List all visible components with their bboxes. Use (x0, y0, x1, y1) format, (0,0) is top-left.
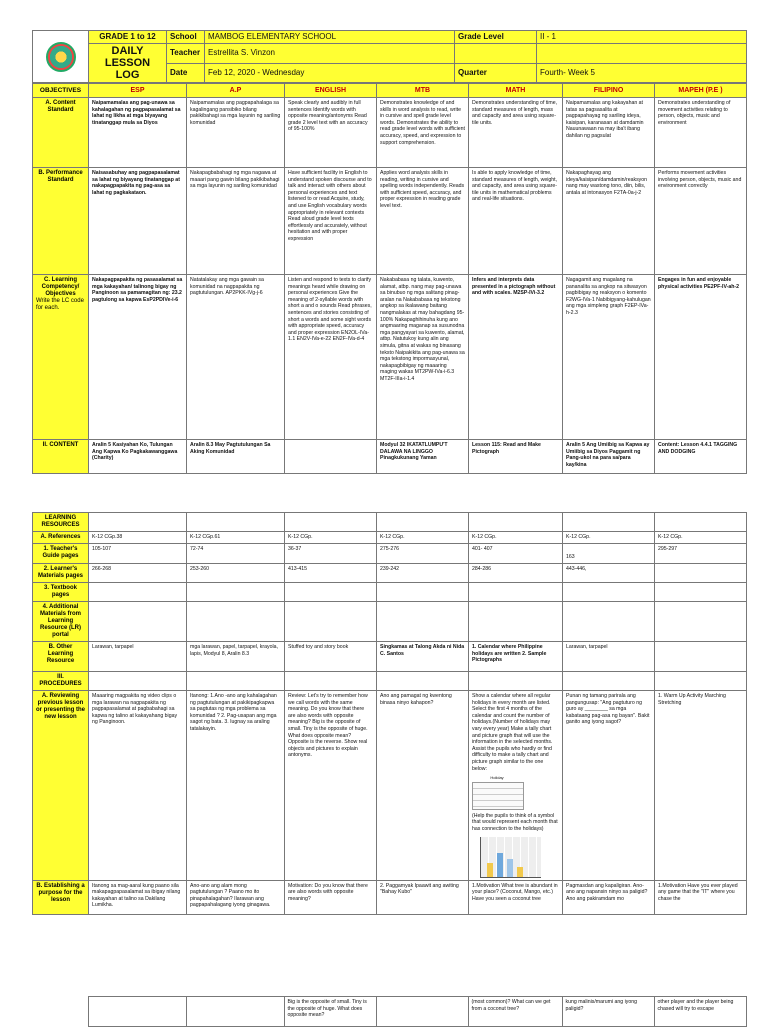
table-cell: kung malinis/marumi ang iyong paligid? (562, 997, 654, 1027)
table-cell: K-12 CGp. (655, 532, 747, 544)
table-cell: K-12 CGp. (285, 532, 377, 544)
table-cell: Ano-ano ang alam mong pagtutulungan ? Paano mo ito pinapahalagahan? Ilarawan ang pagpapahalagang iyong ginagawa. (187, 880, 285, 914)
school-label: School (167, 31, 205, 44)
table-cell: Infers and interprets data presented in a pictograph without and with scales. M2SP-IVi-3.2 (469, 275, 563, 440)
table-cell: Itanong: 1.Ano -ano ang kahalagahan ng pagtutulungan at pakikipagkapwa sa pagtutas ng mga problema sa komunidad ? 2. Pag-usapan ang mga sagot ng bata. 3. Iugnay sa araling tatalakayin. (187, 691, 285, 881)
grade-level-value: II - 1 (537, 31, 747, 44)
row-label-note: Write the LC code for each. (36, 298, 84, 311)
table-cell: 413-415 (285, 564, 377, 583)
table-cell (563, 513, 655, 532)
table-cell: K-12 CGp. (377, 532, 469, 544)
content-row (33, 440, 747, 474)
row-label: 1. Teacher's Guide pages (33, 544, 89, 564)
subject-math: MATH (469, 84, 563, 98)
table-cell (655, 672, 747, 691)
table-cell (187, 672, 285, 691)
table-cell: K-12 CGp. (469, 532, 563, 544)
table-cell (377, 602, 469, 642)
table-cell (89, 602, 187, 642)
table-cell: Pagmasdan ang kapaligiran. Ano-ano ang napansin ninyo sa paligid? Ano ang pakiramdam mo (563, 880, 655, 914)
blank-value (537, 44, 747, 64)
teacher-label: Teacher (167, 44, 205, 64)
table-cell: 36-37 (285, 544, 377, 564)
table-cell: Modyul 32 IKATATLUMPU'T DALAWA NA LINGGO Pinagkukunang Yaman (377, 440, 469, 474)
teacher-value: Estrellita S. Vinzon (205, 44, 455, 64)
table-cell: Motivation: Do you know that there are also words with opposite meaning? (285, 880, 377, 914)
table-cell: Naipamamalas ang kakayahan at tatas sa pagsasalita at pagpapahayag ng sariling ideya, kaisipan, karanasan at damdamin Nauunawaan na may iba't ibang dahilan ng pagsulat (563, 98, 655, 168)
table-cell (655, 602, 747, 642)
table-cell (655, 642, 747, 672)
table-cell: Aralin 5 Ang Umiibig sa Kapwa ay Umiibig sa Diyos Paggamit ng Pang-ukol na para sa/para kay/kina (563, 440, 655, 474)
table-cell (89, 583, 187, 602)
table-cell: Listen and respond to texts to clarify meanings heard while drawing on personal experiences Give the meaning of 2-syllable words with short a and o sounds Read phrases, sentences and stories consisting of short a words and some sight words with appropriate speed, accuracy and proper expression EN2OL-IVa-1.1 EN2V-IVa-e-22 EN2F-IVa-d-4 (285, 275, 377, 440)
row-label: 2. Learner's Materials pages (33, 564, 89, 583)
table-cell: Natatalakay ang mga gawain sa komunidad na nagpapakita ng pagtutulungan. AP2PKK-IVg-j-6 (187, 275, 285, 440)
table-cell: Nagagamit ang magalang na pananalita sa angkop na sitwasyon pagbibigay ng reaksyon o komento F2WG-IVa-1 Nabibigyang-kahulugan ang mga simpleng graph F2EP-IVa-h-2.3 (563, 275, 655, 440)
table-cell: (most common)? What can we get from a coconut tree? (468, 997, 562, 1027)
title-cell (89, 44, 167, 83)
table-cell: Performs movement activities involving person, objects, music and environment correctly (655, 168, 747, 275)
table-cell: 1. Warm Up Activity Marching Stretching (655, 691, 747, 881)
table-cell: 295-297 (655, 544, 747, 564)
textbook-row (33, 583, 747, 602)
table-cell (187, 602, 285, 642)
tally-chart-figure (472, 775, 559, 810)
quarter-label: Quarter (455, 63, 537, 83)
objectives-table (32, 83, 747, 474)
table-cell: 275-276 (377, 544, 469, 564)
other-resources-row (33, 642, 747, 672)
table-cell: 284-286 (469, 564, 563, 583)
resources-table (32, 512, 747, 915)
tally-title: Holiday (490, 775, 504, 781)
table-cell (563, 602, 655, 642)
table-cell: Naipamamalas ang pagpapahalaga sa kagalingang pansibiko bilang pakikibahagi sa mga layunin ng sariling komunidad (187, 98, 285, 168)
subject-ap: A.P (187, 84, 285, 98)
math-review-cell (469, 691, 563, 881)
table-cell: mga larawan, papel, tarpapel, krayola, lapis, Modyul 8, Aralin 8.3 (187, 642, 285, 672)
learning-resources-row (33, 513, 747, 532)
row-label: B. Establishing a purpose for the lesson (33, 880, 89, 914)
table-cell (377, 513, 469, 532)
procedures-row (33, 672, 747, 691)
row-label: A. Content Standard (33, 98, 89, 168)
table-cell (563, 672, 655, 691)
table-cell (655, 513, 747, 532)
continuation-block (32, 996, 746, 1027)
table-cell: 401- 407 (469, 544, 563, 564)
table-cell: 253-260 (187, 564, 285, 583)
header-block (32, 30, 746, 474)
reviewing-row (33, 691, 747, 881)
subject-esp: ESP (89, 84, 187, 98)
table-cell: 1.Motivation Have you ever played any game that the "IT" where you chase the (655, 880, 747, 914)
table-cell: K-12 CGp.38 (89, 532, 187, 544)
table-cell: Aralin 8.3 May Pagtutulungan Sa Aking Komunidad (187, 440, 285, 474)
table-cell: Speak clearly and audibly in full sentences Identify words with opposite meaning/antonyms Read grade 2 level text with an accuracy of 95-100% (285, 98, 377, 168)
row-label: B. Performance Standard (33, 168, 89, 275)
learning-competency-row (33, 275, 747, 440)
table-cell (376, 997, 468, 1027)
additional-materials-row (33, 602, 747, 642)
deped-logo-icon (46, 42, 76, 72)
math-help-text: (Help the pupils to think of a symbol that would represent each month that has connection to the holidays) (472, 812, 558, 832)
header-table (32, 30, 747, 83)
table-cell (377, 583, 469, 602)
resources-block (32, 512, 746, 915)
table-cell: Nakapagpapakita ng pasasalamat sa mga kakayahan/ talinong bigay ng Panginoon sa pamamagitan ng: 23.2 pagtulong sa kapwa EsP2PDIVe-i-6 (89, 275, 187, 440)
table-cell (469, 513, 563, 532)
table-cell: Nakapagbabahagi ng mga nagawa at maaari pang gawin bilang pakikibahagi sa mga layunin ng sariling komunidad (187, 168, 285, 275)
row-label: LEARNING RESOURCES (33, 513, 89, 532)
table-cell: Demonstrates understanding of time, standard measures of length, mass and capacity and area using square-tile units. (469, 98, 563, 168)
row-label: 3. Textbook pages (33, 583, 89, 602)
blank-label (455, 44, 537, 64)
table-cell: Have sufficient facility in English to understand spoken discourse and to talk and interact with others about personal experiences and text listened to or read Acquire, study, and use English vocabulary words appropriately in relevant contexts Read aloud grade level texts effortlessly and accurately, without hesitation and with proper expression (285, 168, 377, 275)
table-cell: Itanong sa mag-aaral kung paano sila makapagpapasalamat sa ibigay nilang kakayahan at talino sa Dakilang Lumikha. (89, 880, 187, 914)
table-cell: Demonstrates understanding of movement activities relating to person, objects, music and environment (655, 98, 747, 168)
table-cell: 266-268 (89, 564, 187, 583)
table-cell (377, 672, 469, 691)
tally-chart (472, 782, 524, 810)
table-cell: Content: Lesson 4.4.1 TAGGING AND DODGING (655, 440, 747, 474)
learners-materials-row (33, 564, 747, 583)
grade-level-label: Grade Level (455, 31, 537, 44)
table-cell: 105-107 (89, 544, 187, 564)
row-label: II. CONTENT (33, 440, 89, 474)
table-cell: 239-242 (377, 564, 469, 583)
table-cell (285, 672, 377, 691)
table-cell (88, 997, 186, 1027)
table-cell (187, 583, 285, 602)
table-cell (187, 513, 285, 532)
table-cell: 443-446, (563, 564, 655, 583)
subject-header-row (33, 84, 747, 98)
table-cell: Engages in fun and enjoyable physical activities PE2PF-IV-ah-2 (655, 275, 747, 440)
logo-cell (33, 31, 89, 83)
table-cell: K-12 CGp. (563, 532, 655, 544)
continuation-table (32, 996, 747, 1027)
continuation-row (32, 997, 746, 1027)
row-label: B. Other Learning Resource (33, 642, 89, 672)
table-cell: Big is the opposite of small. Tiny is the opposite of huge. What does opposite mean? (284, 997, 376, 1027)
content-standard-row (33, 98, 747, 168)
table-cell (655, 583, 747, 602)
table-cell: 72-74 (187, 544, 285, 564)
table-cell (89, 672, 187, 691)
row-label: III. PROCEDURES (33, 672, 89, 691)
table-cell: other player and the player being chased will try to escape (654, 997, 746, 1027)
table-cell: 2. Paggamyak Ipaawit ang awiting "Bahay Kubo" (377, 880, 469, 914)
table-cell: Naipamamalas ang pag-unawa sa kahalagahan ng pagpapasalamat sa lahat ng likha at mga biyayang tinatanggap mula sa Diyos (89, 98, 187, 168)
table-cell: 1. Calendar where Philippine holidays are written 2. Sample Pictographs (469, 642, 563, 672)
pictograph-figure (480, 837, 541, 878)
table-cell: Lesson 115: Read and Make Pictograph (469, 440, 563, 474)
table-cell (469, 602, 563, 642)
table-cell: 1.Motivation What tree is abundant in your place? (Coconut, Mango, etc.) Have you seen a coconut tree (469, 880, 563, 914)
subject-filipino: FILIPINO (563, 84, 655, 98)
subject-mapeh: MAPEH (P.E ) (655, 84, 747, 98)
title-line1: DAILY LESSON (104, 45, 151, 69)
performance-standard-row (33, 168, 747, 275)
subject-objectives: OBJECTIVES (33, 84, 89, 98)
quarter-value: Fourth- Week 5 (537, 63, 747, 83)
table-cell: Applies word analysis skills in reading, writing in cursive and spelling words independently. Reads with sufficient speed, accuracy, and proper expression in reading grade level text. (377, 168, 469, 275)
grade-range: GRADE 1 to 12 (89, 31, 167, 44)
table-cell (32, 997, 88, 1027)
table-cell: K-12 CGp.61 (187, 532, 285, 544)
table-cell: Larawan, tarpapel (563, 642, 655, 672)
table-cell: Aralin 5 Kasiyahan Ko, Tulungan Ang Kapwa Ko Pagkakawanggawa (Charity) (89, 440, 187, 474)
row-label: 4. Additional Materials from Learning Resource (LR) portal (33, 602, 89, 642)
table-cell: Ano ang pamagat ng kwentong binasa ninyo kahapon? (377, 691, 469, 881)
references-row (33, 532, 747, 544)
table-cell (285, 513, 377, 532)
table-cell: Larawan, tarpapel (89, 642, 187, 672)
table-cell: Nakababasa ng talata, kuwento, alamat, atbp. nang may pag-unawa sa binubuo ng mga salitang pinag-aralan na Nakababasa ng tekstong angkop sa ikalawang baitang nangmalakas at may bahagdang 95-100% Nakapaghihinuha kung ano angmaaring maganap sa susunodna mga pangyayari sa kuwento, alamat, atbp. Natutukoy kung alin ang simula, gitna at wakas ng binasang teksto Naipakikita ang pag-unawa sa mga tekstong impormasyunal, nakapagbibigay ng maaaring maging wakas MT2PW-IVa-i-6.3 MT2F-IIIa-i-1.4 (377, 275, 469, 440)
table-cell (285, 583, 377, 602)
table-cell: Is able to apply knowledge of time, standard measures of length, weight, and capacity, and area using square-tile units in mathematical problems and real-life situations. (469, 168, 563, 275)
table-cell (469, 583, 563, 602)
subject-mtb: MTB (377, 84, 469, 98)
table-cell: 163 (563, 544, 655, 564)
table-cell (563, 583, 655, 602)
purpose-row (33, 880, 747, 914)
table-cell (285, 602, 377, 642)
date-label: Date (167, 63, 205, 83)
table-cell (655, 564, 747, 583)
table-cell: Singkamas at Talong Akda ni Nida C. Santos (377, 642, 469, 672)
date-value: Feb 12, 2020 - Wednesday (205, 63, 455, 83)
table-cell: Demonstrates knowledge of and skills in word analysis to read, write in cursive and spell grade level words. Demonstrates the ability to read grade level words with sufficient accuracy, speed, and expression to support comprehension. (377, 98, 469, 168)
school-value: MAMBOG ELEMENTARY SCHOOL (205, 31, 455, 44)
table-cell: Maaaring magpakita ng video clips o mga larawan na nagpapakita ng pagpapasalamat at pagbabahagi sa kapwa ng talino at kakayahang bigay ng Panginoon. (89, 691, 187, 881)
title-line2: LOG (115, 69, 140, 81)
table-cell: Review: Let's try to remember how we call words with the same meaning. Do you know that there are also words with opposite meaning? Big is the opposite of small. Tiny is the opposite of huge. What does opposite mean? Opposite is the reverse. Show real objects and pictures to explain antonyms. (285, 691, 377, 881)
row-label: A. References (33, 532, 89, 544)
resources-body (33, 513, 747, 915)
row-label: A. Reviewing previous lesson or presenting the new lesson (33, 691, 89, 881)
table-cell: Punan ng tamang parirala ang pangungusap: "Ang pagtuturo ng guro ay ________ sa mga kabataang pag-asa ng bayan". Bakit ganito ang iyong sagot? (563, 691, 655, 881)
table-cell (186, 997, 284, 1027)
subject-english: ENGLISH (285, 84, 377, 98)
teachers-guide-row (33, 544, 747, 564)
table-cell: Nakapaghayag ang ideya/kaisipan/damdamin/reaksyon nang may wastong tono, diin, bilis, antala at intonasyon F2TA-0a-j-2 (563, 168, 655, 275)
table-cell (285, 440, 377, 474)
row-label (33, 275, 89, 440)
row-label-text: C. Learning Competency/ Objectives (41, 277, 80, 297)
table-cell (469, 672, 563, 691)
table-cell: Stuffed toy and story book (285, 642, 377, 672)
table-cell-text: Show a calendar where all regular holidays in every month are listed. Select the first 4 months of the calendar and count the number of holidays.(Number of holidays may vary every year) Make a tally chart and picture graph that will use the information in the selected months. Assist the pupils who hardly or find difficulty to make a tally chart and picture graph similar to the one below: (472, 693, 553, 772)
table-cell: Naisasabuhay ang pagpapasalamat sa lahat ng biyayang tinatanggap at nakapagpapakita ng pag-asa sa lahat ng pagkakataon. (89, 168, 187, 275)
table-cell (89, 513, 187, 532)
